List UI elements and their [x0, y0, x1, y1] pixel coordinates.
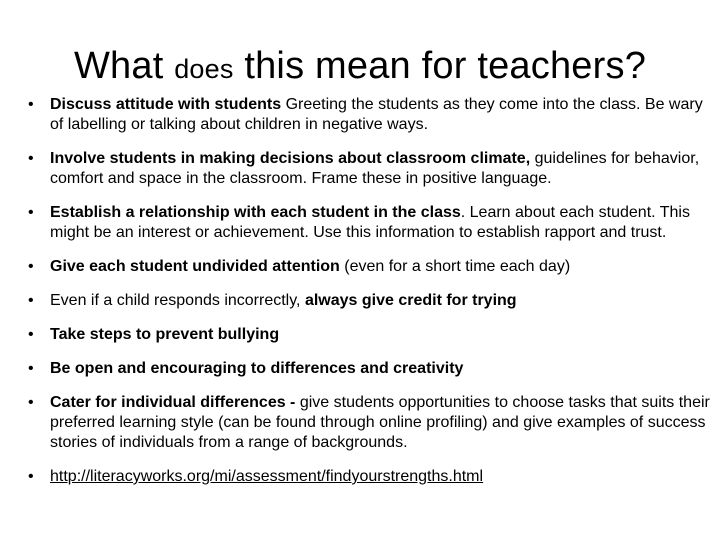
- bullet-text: Greeting the students as they come into the class. Be wary of labelling or talking about children in negative ways.: [50, 96, 703, 133]
- bullet-item-differences: [28, 393, 718, 453]
- bullet-bold-text: Be open and encouraging to differences and creativity: [50, 360, 464, 377]
- bullet-text: give students opportunities to choose tasks that suits their preferred learning style (can be found through online profiling) and give examples of success stories of individuals from a range of backgrounds.: [50, 394, 710, 451]
- bullet-item-attention: [28, 257, 718, 277]
- bullet-dot: •: [28, 204, 34, 221]
- bullet-item-link: [28, 467, 718, 487]
- bullet-item-involve: [28, 149, 718, 189]
- bullet-text: (even for a short time each day): [339, 258, 571, 275]
- bullet-item-bullying: [28, 325, 718, 345]
- bullet-bold-text: Discuss attitude with students: [50, 96, 282, 113]
- bullet-text: Even if a child responds incorrectly,: [50, 292, 305, 309]
- bullet-dot: •: [28, 150, 34, 167]
- bullet-item-creativity: [28, 359, 718, 379]
- slide-title: [0, 44, 720, 91]
- bullet-dot: •: [28, 394, 34, 411]
- bullet-bold-text: Establish a relationship with each student in the class: [50, 204, 461, 221]
- bullet-list: [28, 95, 718, 487]
- bullet-item-relationship: [28, 203, 718, 243]
- title-part-1: What: [73, 45, 175, 87]
- bullet-bold-text: Take steps to prevent bullying: [50, 326, 280, 343]
- bullet-dot: •: [28, 292, 34, 309]
- bullet-bold-text: always give credit for trying: [304, 292, 517, 309]
- bullet-text: guidelines for behavior, comfort and space in the classroom. Frame these in positive language.: [50, 150, 700, 187]
- bullet-dot: •: [28, 326, 34, 343]
- bullet-item-credit: [28, 291, 718, 311]
- bullet-dot: •: [28, 96, 34, 113]
- title-part-small: does: [174, 54, 234, 84]
- findyourstrengths-link[interactable]: http://literacyworks.org/mi/assessment/findyourstrengths.html: [50, 468, 484, 485]
- bullet-dot: •: [28, 360, 34, 377]
- title-part-2: this mean for teachers?: [233, 45, 647, 87]
- bullet-dot: •: [28, 468, 34, 485]
- bullet-bold-text: Involve students in making decisions about classroom climate,: [50, 150, 531, 167]
- bullet-dot: •: [28, 258, 34, 275]
- bullet-item-attitude: [28, 95, 718, 135]
- bullet-bold-text: Give each student undivided attention: [50, 258, 340, 275]
- bullet-bold-text: Cater for individual differences -: [50, 394, 296, 411]
- bullet-text: . Learn about each student. This might be an interest or achievement. Use this information to establish rapport and trust.: [50, 204, 690, 241]
